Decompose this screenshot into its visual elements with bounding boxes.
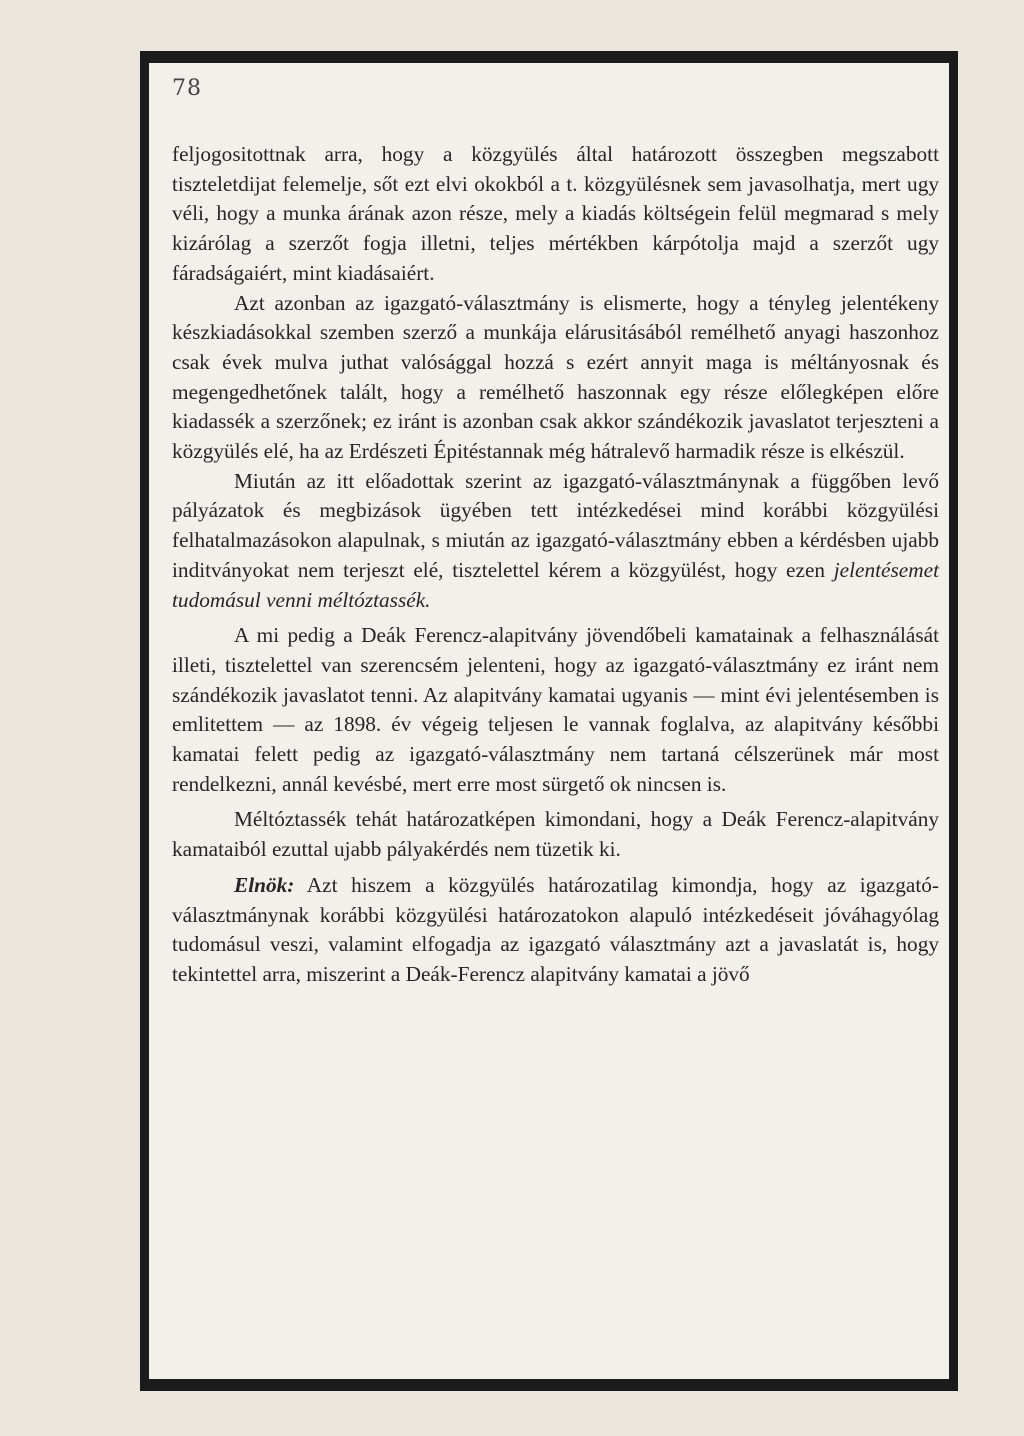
paragraph-3-text: Miután az itt előadottak szerint az igazgató-választmánynak a függőben levő pályázatok és megbizások ügyében tett intézkedései mind korábbi közgyülési felhatalmazásokon alapulnak, s miután az igazgató-választmány ebben a kérdésben ujabb inditványokat nem terjeszt elé, tisztelettel kérem a közgyülést, hogy ezen: [172, 468, 939, 582]
paragraph-2: Azt azonban az igazgató-választmány is elismerte, hogy a tényleg jelentékeny készkiadásokkal szemben szerző a munkája elárusitásából remélhető anyagi haszonhoz csak évek mulva juthat valósággal hozzá s ezért annyit maga is méltányosnak és megengedhetőnek talált, hogy a remélhető haszonnak egy része előlegképen előre kiadassék a szerzőnek; ez iránt is azonban csak akkor szándékozik javaslatot terjeszteni a közgyülés elé, ha az Erdészeti Épitéstannak még hátralevő harmadik része is elkészül.: [172, 290, 939, 464]
page-number: 78: [172, 76, 202, 101]
paragraph-5: Méltóztassék tehát határozatképen kimondani, hogy a Deák Ferencz-alapitvány kamataiból ezuttal ujabb pályakérdés nem tüzetik ki.: [172, 807, 939, 862]
paragraph-6: [172, 871, 939, 990]
body-text: [172, 140, 939, 990]
paragraph-1: feljogositottnak arra, hogy a közgyülés által határozott összegben megszabott tiszteletdijat felemelje, sőt ezt elvi okokból a t. közgyülésnek sem javasolhatja, mert ugy véli, hogy a munka árának azon része, mely a kiadás költségein felül megmarad s mely kizárólag a szerzőt fogja illetni, teljes mértékben kárpótolja majd a szerzőt ugy fáradságaiért, mint kiadásaiért.: [172, 142, 939, 285]
paragraph-3: [172, 467, 939, 616]
paragraph-3-italic: jelentésemet tudomásul venni méltóztassék.: [172, 557, 939, 612]
speaker-label: Elnök:: [234, 872, 295, 897]
paragraph-6-text: Azt hiszem a közgyülés határozatilag kimondja, hogy az igazgató-választmánynak korábbi közgyülési határozatokon alapuló intézkedéseit jóváhagyólag tudomásul veszi, valamint elfogadja az igazgató választmány azt a javaslatát is, hogy tekintettel arra, miszerint a Deák-Ferencz alapitvány kamatai a jövő: [172, 872, 939, 986]
paragraph-4: A mi pedig a Deák Ferencz-alapitvány jövendőbeli kamatainak a felhasználását illeti, tisztelettel van szerencsém jelenteni, hogy az igazgató-választmány ez iránt nem szándékozik javaslatot tenni. Az alapitvány kamatai ugyanis — mint évi jelentésemben is emlitettem — az 1898. év végeig teljesen le vannak foglalva, az alapitvány későbbi kamatai felett pedig az igazgató-választmány nem tartaná célszerünek már most rendelkezni, annál kevésbé, mert erre most sürgető ok nincsen is.: [172, 623, 939, 796]
